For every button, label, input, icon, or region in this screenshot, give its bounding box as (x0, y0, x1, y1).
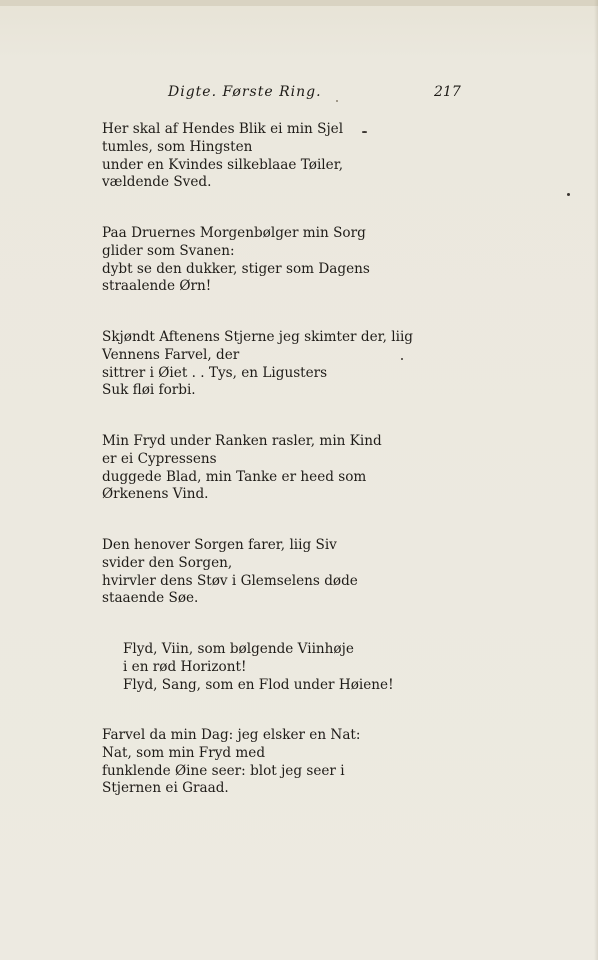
verse-line: duggede Blad, min Tanke er heed som (102, 468, 367, 485)
stanza-5 (102, 537, 432, 608)
running-title: Digte. Første Ring. (168, 84, 322, 100)
stanza-3 (102, 329, 432, 400)
paper-speck (567, 193, 570, 196)
verse-line: vældende Sved. (102, 174, 212, 191)
stanza-6 (123, 641, 453, 694)
page-right-edge (594, 0, 598, 960)
verse-line: i en rød Horizont! (123, 658, 247, 675)
paper-speck (362, 131, 367, 133)
verse-line: under en Kvindes silkeblaae Tøiler, (102, 156, 344, 173)
page-top-edge (0, 0, 598, 6)
verse-line: Flyd, Viin, som bølgende Viinhøje (123, 641, 354, 657)
verse-line: staaende Søe. (102, 590, 199, 607)
stanza-4 (102, 433, 432, 504)
verse-line: svider den Sorgen, (102, 554, 233, 571)
verse-line: Her skal af Hendes Blik ei min Sjel (102, 121, 344, 137)
verse-line: Min Fryd under Ranken rasler, min Kind (102, 433, 382, 449)
verse-line: Skjøndt Aftenens Stjerne jeg skimter der, liig (102, 329, 414, 345)
verse-line: Farvel da min Dag: jeg elsker en Nat: (102, 727, 361, 743)
verse-line: Ørkenens Vind. (102, 486, 209, 503)
verse-line: Flyd, Sang, som en Flod under Høiene! (123, 676, 394, 693)
paper-speck (401, 358, 403, 360)
stanza-1 (102, 121, 432, 192)
verse-line: er ei Cypressens (102, 450, 217, 467)
verse-line: glider som Svanen: (102, 242, 235, 259)
page-number: 217 (434, 84, 461, 100)
verse-line: straalende Ørn! (102, 278, 212, 295)
stanza-7 (102, 727, 432, 798)
verse-line: dybt se den dukker, stiger som Dagens (102, 260, 370, 277)
verse-line: Vennens Farvel, der (102, 346, 240, 363)
verse-line: Den henover Sorgen farer, liig Siv (102, 537, 337, 553)
paper-speck (336, 100, 338, 102)
verse-line: Suk fløi forbi. (102, 382, 196, 399)
verse-line: Nat, som min Fryd med (102, 744, 266, 761)
verse-line: sittrer i Øiet . . Tys, en Ligusters (102, 364, 328, 381)
verse-line: Paa Druernes Morgenbølger min Sorg (102, 225, 366, 241)
verse-line: tumles, som Hingsten (102, 138, 253, 155)
verse-line: funklende Øine seer: blot jeg seer i (102, 762, 345, 779)
stanza-2 (102, 225, 432, 296)
verse-line: Stjernen ei Graad. (102, 780, 229, 797)
verse-line: hvirvler dens Støv i Glemselens døde (102, 572, 358, 589)
